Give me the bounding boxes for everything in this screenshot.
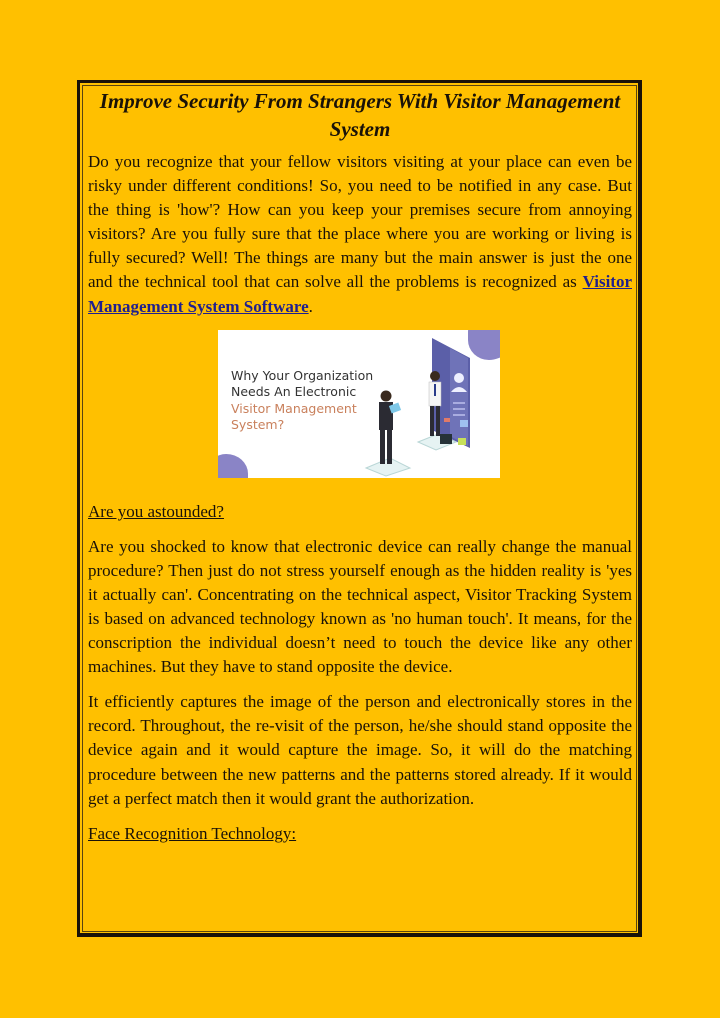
section-heading-face-recognition: Face Recognition Technology: [88, 823, 297, 843]
intro-paragraph [88, 150, 632, 319]
section1-paragraph-2: It efficiently captures the image of the person and electronically stores in the record. Throughout, the re-visit of the person, he/she should stand opposite the device again and it would capture the image. So, it will do the matching procedure between the new patterns and the patterns stored already. If it would get a perfect match then it would grant the authorization. [88, 692, 632, 808]
businessmen-kiosk-icon [360, 330, 490, 478]
intro-text-end: . [308, 296, 313, 316]
caption-line-accent: System? [231, 417, 285, 433]
visitor-management-software-link[interactable]: Visitor Management System Software [88, 272, 632, 316]
figure-container [88, 330, 632, 500]
caption-line-accent: Visitor Management [231, 400, 357, 416]
document-body [88, 87, 632, 857]
document-title: Improve Security From Strangers With Visitor Management System [99, 89, 621, 141]
section-heading-astounded: Are you astounded? [88, 501, 224, 521]
section1-paragraph-1: Are you shocked to know that electronic device can really change the manual procedure? Then just do not stress yourself enough as the hidden reality is 'yes it actually can'. Concentrating on the technical aspect, Visitor Tracking System is based on advanced technology known as 'no human touch'. It means, for the conscription the individual doesn’t need to touch the device like any other machines. But they have to stand opposite the device. [88, 536, 632, 677]
intro-text: Do you recognize that your fellow visitors visiting at your place can even be risky under different conditions! So, you need to be notified in any case. But the thing is 'how'? How can you keep your premises secure from annoying visitors? Are you fully sure that the place where you are working or living is fully secured? Well! The things are many but the main answer is just the one and the technical tool that can solve all the problems is recognized as [88, 152, 632, 292]
caption-line: Needs An Electronic [231, 384, 357, 400]
decorative-blob-icon [218, 454, 248, 478]
caption-line: Why Your Organization [231, 367, 374, 383]
visitor-management-illustration [218, 330, 500, 478]
illustration-caption [231, 368, 373, 434]
